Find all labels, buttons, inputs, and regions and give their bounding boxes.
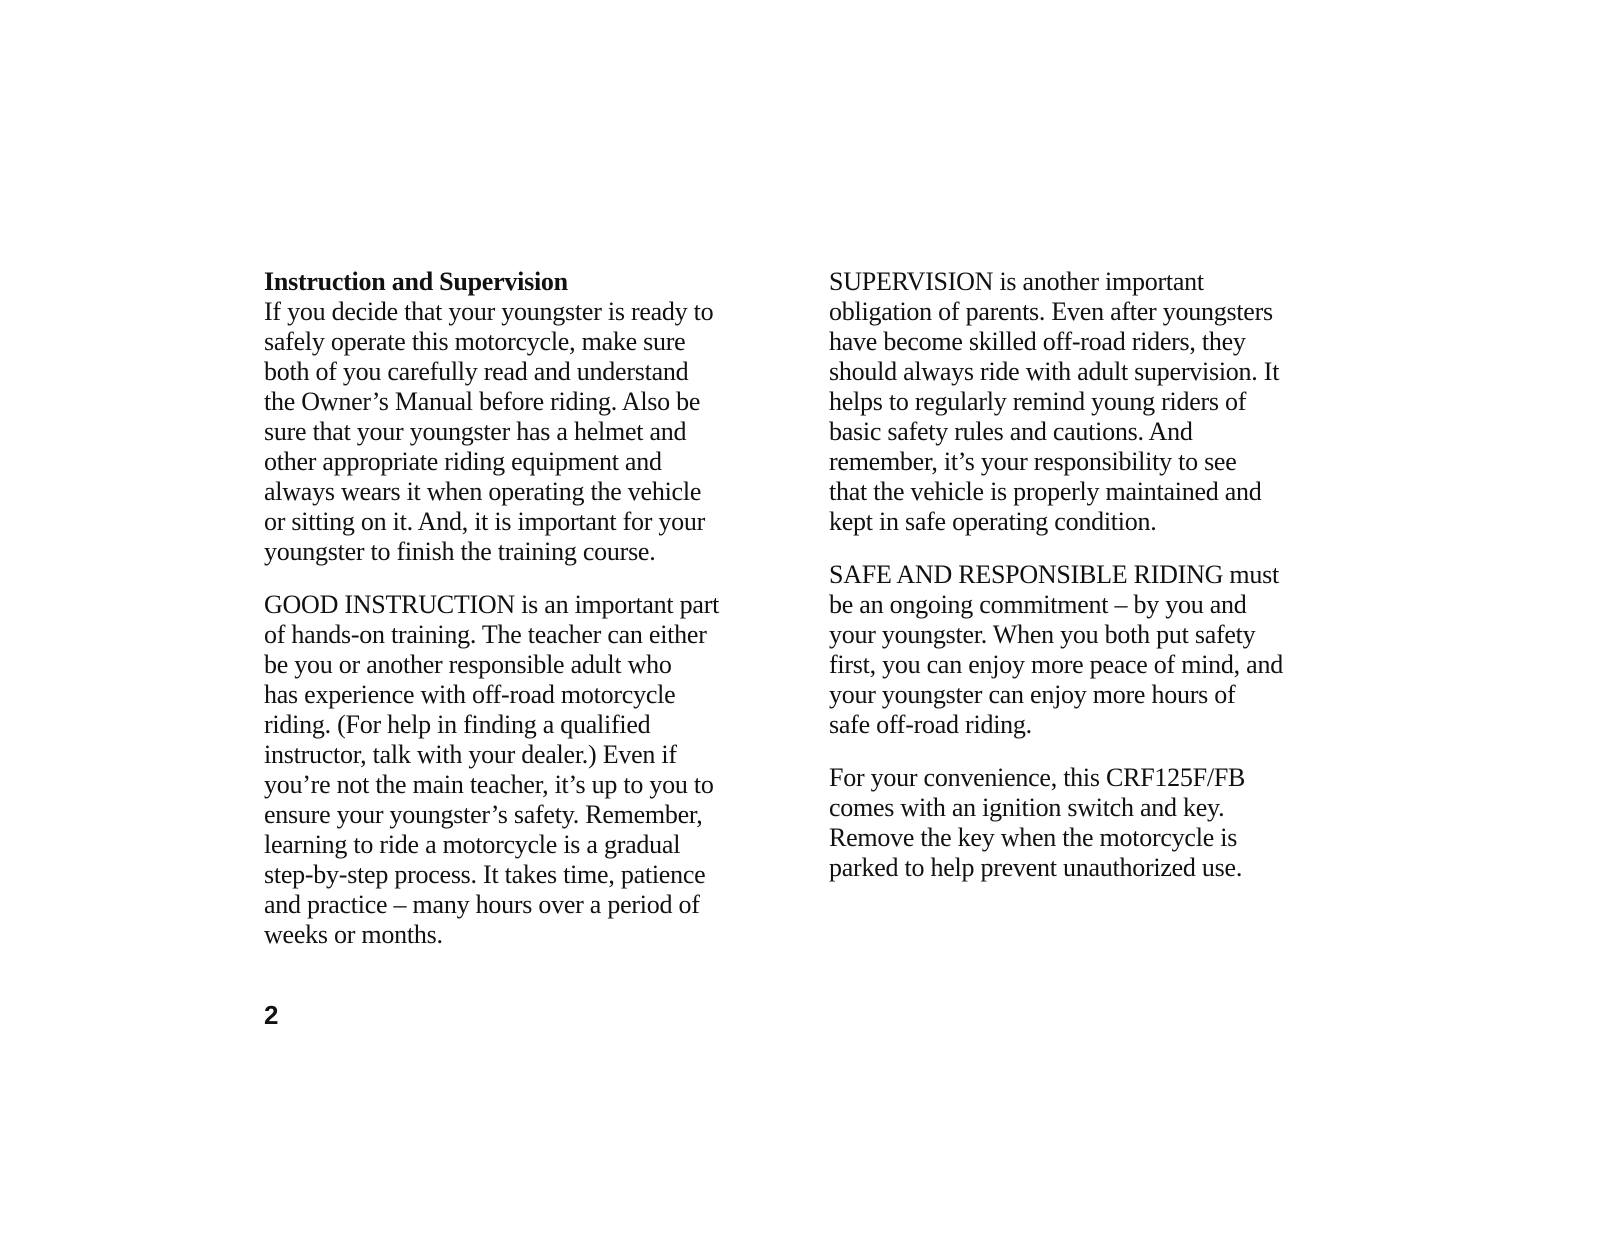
text-line: should always ride with adult supervision. It: [829, 357, 1280, 386]
page-number: 2: [264, 1000, 279, 1030]
text-line: Remove the key when the motorcycle is: [829, 823, 1238, 852]
text-line: learning to ride a motorcycle is a gradual: [264, 830, 681, 859]
text-line: your youngster. When you both put safety: [829, 620, 1256, 649]
text-line: SAFE AND RESPONSIBLE RIDING must: [829, 560, 1279, 589]
text-line: and practice – many hours over a period of: [264, 890, 700, 919]
text-line: remember, it’s your responsibility to see: [829, 447, 1237, 476]
text-line: has experience with off-road motorcycle: [264, 680, 676, 709]
intro-paragraph: [264, 297, 784, 567]
safe-riding-paragraph: [829, 560, 1349, 740]
text-line: sure that your youngster has a helmet and: [264, 417, 687, 446]
text-line: have become skilled off-road riders, they: [829, 327, 1246, 356]
text-line: parked to help prevent unauthorized use.: [829, 853, 1243, 882]
text-line: other appropriate riding equipment and: [264, 447, 662, 476]
text-line: instructor, talk with your dealer.) Even if: [264, 740, 677, 769]
text-line: you’re not the main teacher, it’s up to you to: [264, 770, 714, 799]
text-line: For your convenience, this CRF125F/FB: [829, 763, 1246, 792]
text-line: basic safety rules and cautions. And: [829, 417, 1193, 446]
text-line: SUPERVISION is another important: [829, 267, 1204, 296]
text-line: be an ongoing commitment – by you and: [829, 590, 1247, 619]
text-line: helps to regularly remind young riders of: [829, 387, 1247, 416]
text-line: be you or another responsible adult who: [264, 650, 672, 679]
text-line: riding. (For help in finding a qualified: [264, 710, 651, 739]
text-line: first, you can enjoy more peace of mind, and: [829, 650, 1283, 679]
text-line: GOOD INSTRUCTION is an important part: [264, 590, 720, 619]
text-line: safely operate this motorcycle, make sure: [264, 327, 686, 356]
text-line: weeks or months.: [264, 920, 443, 949]
text-line: youngster to finish the training course.: [264, 537, 656, 566]
text-line: your youngster can enjoy more hours of: [829, 680, 1236, 709]
text-line: obligation of parents. Even after youngsters: [829, 297, 1273, 326]
right-column: [829, 267, 1349, 906]
text-line: safe off-road riding.: [829, 710, 1032, 739]
text-line: step-by-step process. It takes time, patience: [264, 860, 706, 889]
text-line: of hands-on training. The teacher can either: [264, 620, 707, 649]
left-column: [264, 267, 784, 973]
text-line: ensure your youngster’s safety. Remember,: [264, 800, 703, 829]
text-line: or sitting on it. And, it is important for your: [264, 507, 706, 536]
section-heading: Instruction and Supervision: [264, 267, 568, 296]
text-line: comes with an ignition switch and key.: [829, 793, 1225, 822]
supervision-paragraph: [829, 267, 1349, 537]
text-line: both of you carefully read and understand: [264, 357, 689, 386]
text-line: that the vehicle is properly maintained and: [829, 477, 1262, 506]
text-line: the Owner’s Manual before riding. Also be: [264, 387, 701, 416]
text-line: always wears it when operating the vehicle: [264, 477, 702, 506]
good-instruction-paragraph: [264, 590, 784, 950]
text-line: kept in safe operating condition.: [829, 507, 1157, 536]
text-line: If you decide that your youngster is ready to: [264, 297, 714, 326]
ignition-key-paragraph: [829, 763, 1349, 883]
